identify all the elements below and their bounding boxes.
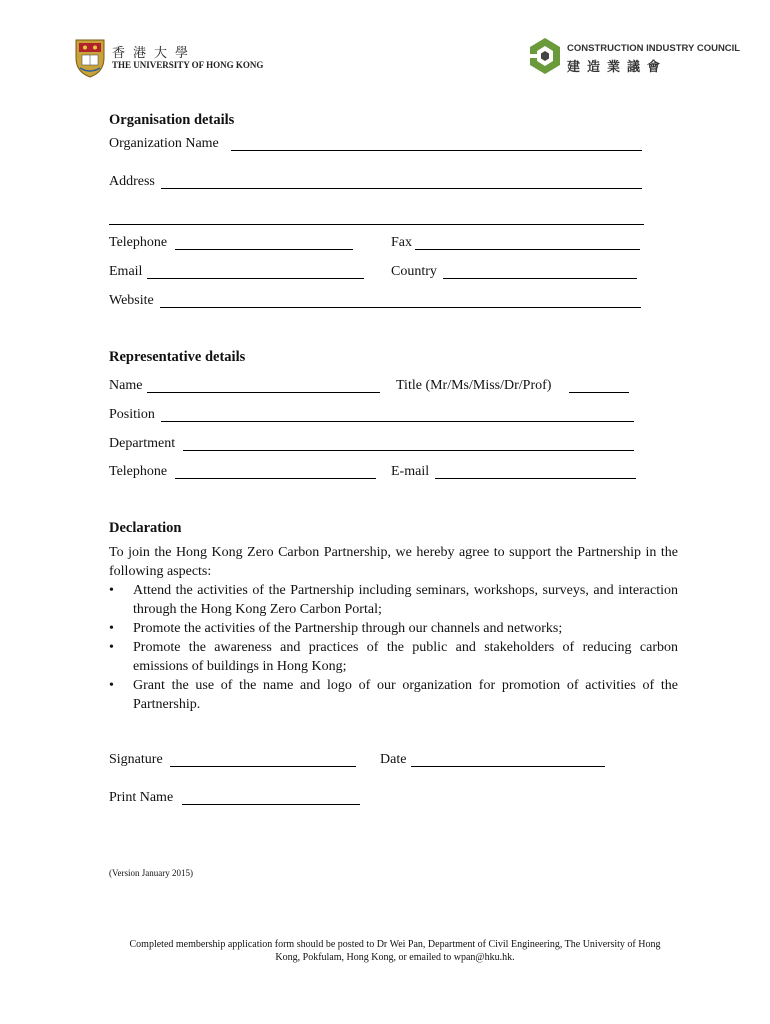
cic-english-name: CONSTRUCTION INDUSTRY COUNCIL <box>567 43 741 54</box>
cic-chinese-name: 建造業議會 <box>567 59 668 74</box>
declaration-item: • Attend the activities of the Partnership including seminars, workshops, surveys, and interaction through the Hong Kong Zero Carbon Portal; <box>109 583 678 617</box>
bullet-icon: • <box>109 640 114 655</box>
organization-name-label: Organization Name <box>109 136 219 151</box>
department-field[interactable] <box>183 450 634 451</box>
hku-chinese-name: 香港大學 <box>112 45 197 60</box>
organization-name-field[interactable] <box>231 150 642 151</box>
bullet-icon: • <box>109 621 114 636</box>
signature-label: Signature <box>109 752 163 767</box>
org-email-field[interactable] <box>147 278 364 279</box>
print-name-field[interactable] <box>182 804 360 805</box>
signature-field[interactable] <box>170 766 356 767</box>
declaration-list <box>109 581 678 714</box>
org-telephone-field[interactable] <box>175 249 353 250</box>
bullet-icon: • <box>109 583 114 598</box>
organisation-details-heading: Organisation details <box>109 112 235 128</box>
country-label: Country <box>391 264 437 279</box>
address-field-line-2[interactable] <box>109 224 644 225</box>
country-field[interactable] <box>443 278 637 279</box>
date-label: Date <box>380 752 407 767</box>
bullet-icon: • <box>109 678 114 693</box>
declaration-body <box>109 543 678 714</box>
declaration-item: • Grant the use of the name and logo of our organization for promotion of activities of the Partnership. <box>109 678 678 712</box>
rep-title-field[interactable] <box>569 392 629 393</box>
rep-telephone-field[interactable] <box>175 478 376 479</box>
print-name-label: Print Name <box>109 790 174 805</box>
declaration-item: • Promote the activities of the Partnership through our channels and networks; <box>109 621 563 636</box>
declaration-heading: Declaration <box>109 520 182 536</box>
rep-telephone-label: Telephone <box>109 464 168 479</box>
position-label: Position <box>109 407 155 422</box>
rep-email-field[interactable] <box>435 478 636 479</box>
cic-logo <box>529 37 561 75</box>
declaration-item: • Promote the awareness and practices of the public and stakeholders of reducing carbon emissions of buildings in Hong Kong; <box>109 640 678 674</box>
date-field[interactable] <box>411 766 605 767</box>
hku-english-name: THE UNIVERSITY OF HONG KONG <box>112 60 264 70</box>
rep-email-label: E-mail <box>391 464 430 479</box>
fax-field[interactable] <box>415 249 640 250</box>
representative-details-heading: Representative details <box>109 349 246 365</box>
address-field-line-1[interactable] <box>161 188 642 189</box>
version-note: (Version January 2015) <box>109 868 193 878</box>
rep-name-label: Name <box>109 378 143 393</box>
department-label: Department <box>109 436 176 451</box>
org-email-label: Email <box>109 264 143 279</box>
website-label: Website <box>109 293 154 308</box>
website-field[interactable] <box>160 307 641 308</box>
declaration-intro: To join the Hong Kong Zero Carbon Partnership, we hereby agree to support the Partnership in the following aspects: <box>109 545 678 579</box>
hku-crest-logo <box>74 38 106 78</box>
footer-instructions: Completed membership application form should be posted to Dr Wei Pan, Department of Civil Engineering, The University of Hong Kong, Pokfulam, Hong Kong, or emailed to wpan@hku.hk. <box>129 939 661 963</box>
rep-name-field[interactable] <box>147 392 380 393</box>
rep-title-label: Title (Mr/Ms/Miss/Dr/Prof) <box>396 378 552 393</box>
fax-label: Fax <box>391 235 412 250</box>
org-telephone-label: Telephone <box>109 235 168 250</box>
address-label: Address <box>109 174 155 189</box>
position-field[interactable] <box>161 421 634 422</box>
